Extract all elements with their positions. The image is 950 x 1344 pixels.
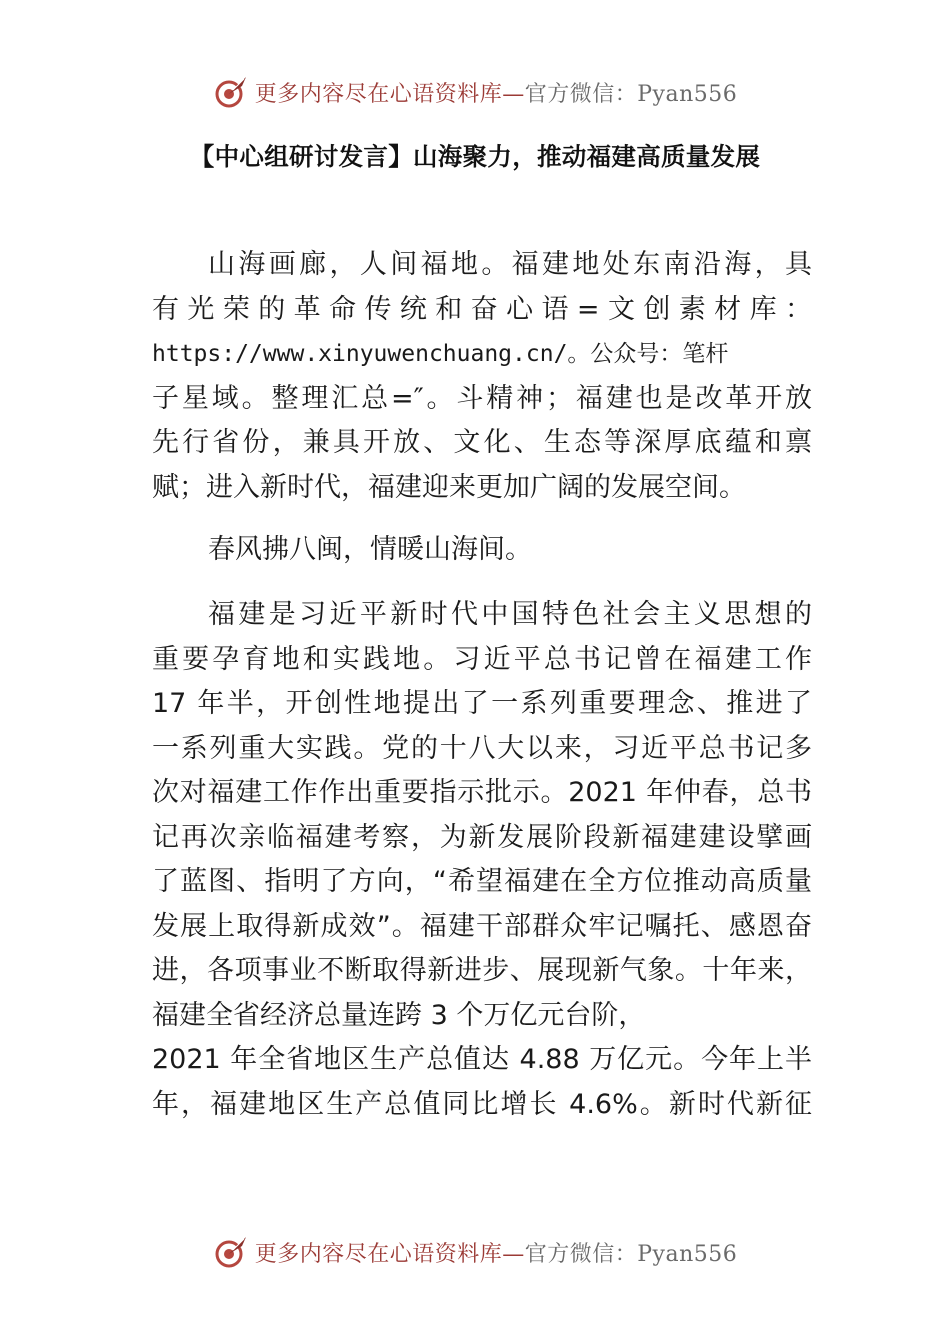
paragraph-2 [152, 528, 812, 573]
banner-text: 更多内容尽在心语资料库—官方微信：Pyan556 [254, 1241, 738, 1267]
wechat-id: 官方微信：Pyan556 [524, 1241, 738, 1267]
text-line: 17 年半，开创性地提出了一系列重要理念、推进了 [152, 688, 812, 719]
text-line: 先行省份，兼具开放、文化、生态等深厚底蕴和禀 [152, 427, 812, 458]
text-line: 次对福建工作作出重要指示批示。2021 年仲春，总书 [152, 777, 812, 808]
text-line: 春风拂八闽，情暖山海间。 [208, 534, 532, 565]
text-line: 子星域。整理汇总=″。斗精神；福建也是改革开放 [152, 382, 812, 414]
text-line: 有光荣的革命传统和奋心语=文创素材库： [152, 293, 812, 325]
text-line: 进，各项事业不断取得新进步、展现新气象。十年来， [152, 955, 812, 986]
text-line: https://www.xinyuwenchuang.cn/。公众号：笔杆 [152, 341, 729, 367]
text-line: 2021 年全省地区生产总值达 4.88 万亿元。今年上半 [152, 1044, 812, 1075]
text-line: 福建全省经济总量连跨 3 个万亿元台阶， [152, 999, 646, 1031]
paragraph-3 [152, 593, 812, 1127]
document-title: 【中心组研讨发言】山海聚力，推动福建高质量发展 [189, 142, 761, 171]
quill-logo-icon [213, 74, 249, 110]
text-line: 福建是习近平新时代中国特色社会主义思想的 [208, 599, 812, 630]
text-line: 赋；进入新时代，福建迎来更加广阔的发展空间。 [152, 471, 746, 503]
text-line: 记再次亲临福建考察，为新发展阶段新福建建设擘画 [152, 821, 812, 853]
quill-logo-icon [213, 1234, 249, 1270]
text-line: 重要孕育地和实践地。习近平总书记曾在福建工作 [152, 643, 812, 675]
paragraph-1 [152, 243, 812, 510]
text-line: 山海画廊，人间福地。福建地处东南沿海，具 [208, 249, 812, 280]
text-line: 发展上取得新成效”。福建干部群众牢记嘱托、感恩奋 [152, 910, 812, 942]
wechat-id: 官方微信：Pyan556 [524, 81, 738, 107]
header-banner [0, 72, 950, 112]
text-line: 了蓝图、指明了方向，“希望福建在全方位推动高质量 [152, 866, 812, 897]
banner-text: 更多内容尽在心语资料库—官方微信：Pyan556 [254, 81, 738, 107]
text-line: 年，福建地区生产总值同比增长 4.6%。新时代新征 [152, 1088, 812, 1120]
footer-banner [0, 1232, 950, 1272]
text-line: 一系列重大实践。党的十八大以来，习近平总书记多 [152, 732, 812, 764]
